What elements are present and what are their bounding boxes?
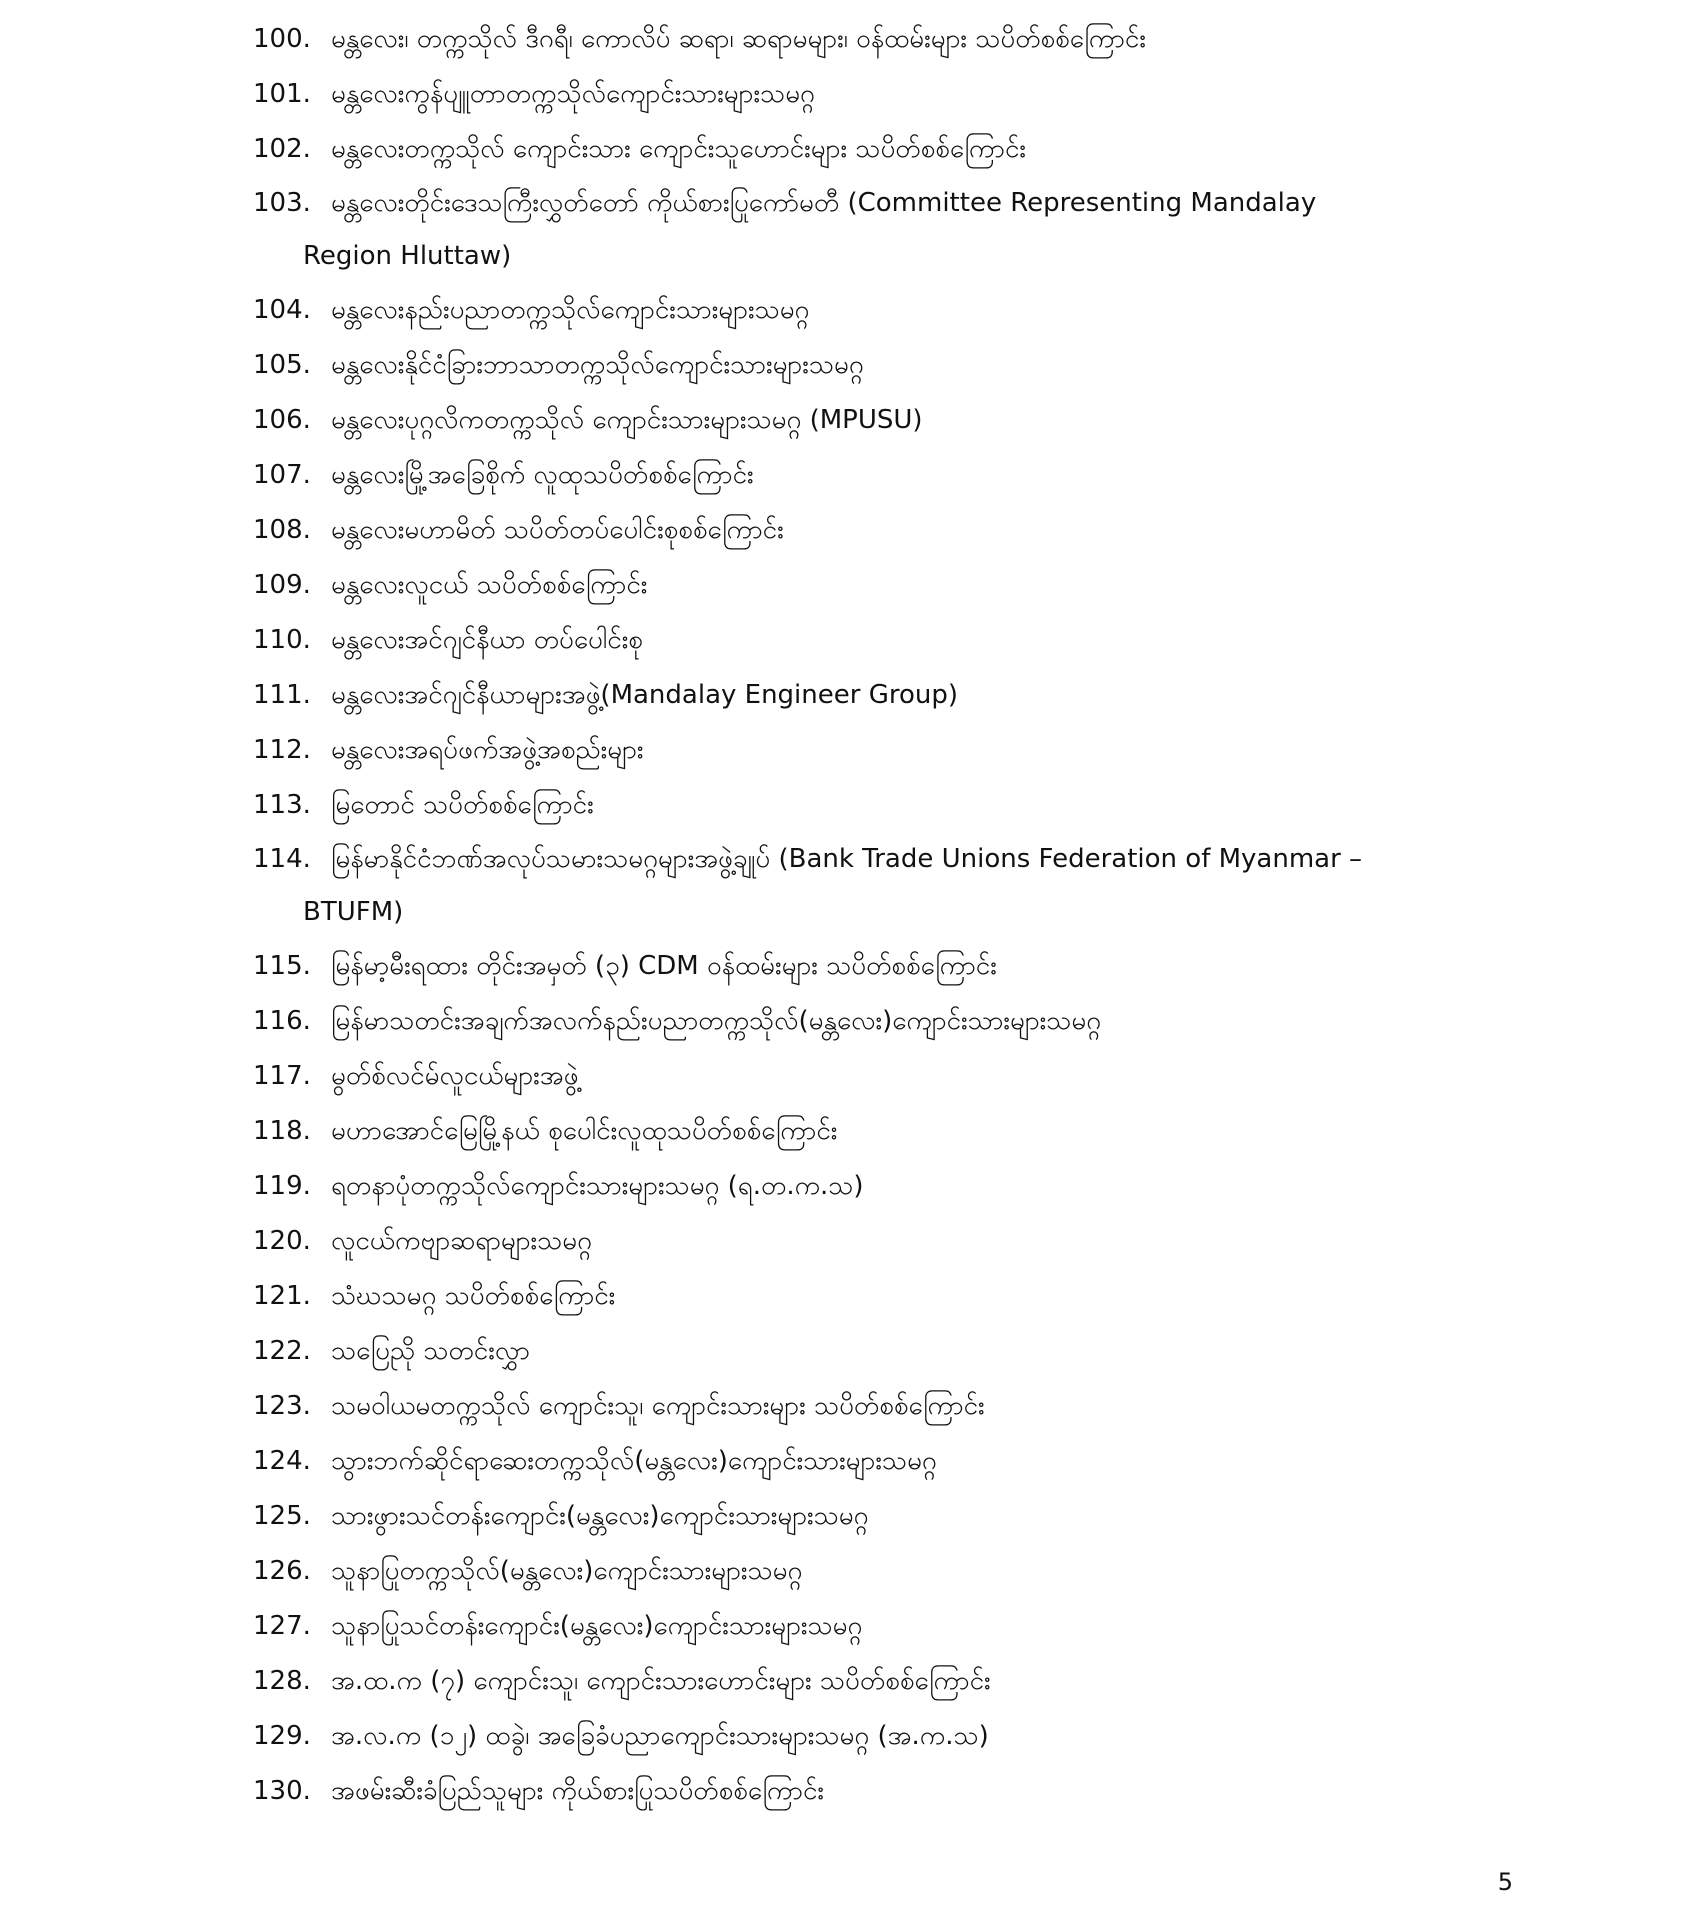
list-item [253, 1379, 1511, 1434]
item-number: 121. [253, 1281, 311, 1311]
item-text: အ.ထ.က (၇) ကျောင်းသူ၊ ကျောင်းသားဟောင်းများ သပိတ်စစ်ကြောင်း [331, 1666, 991, 1696]
item-number: 123. [253, 1391, 311, 1421]
list-item [253, 448, 1511, 503]
item-text: လူငယ်ကဗျာဆရာများသမဂ္ဂ [331, 1226, 592, 1256]
list-item [253, 177, 1511, 283]
list-item [253, 393, 1511, 448]
item-text: သမဝါယမတက္ကသိုလ် ကျောင်းသူ၊ ကျောင်းသားများ သပိတ်စစ်ကြောင်း [331, 1391, 985, 1421]
list-item [253, 338, 1511, 393]
item-number: 127. [253, 1611, 311, 1641]
list-item [253, 1434, 1511, 1489]
item-number: 107. [253, 460, 311, 490]
list-item [253, 1324, 1511, 1379]
item-number: 125. [253, 1501, 311, 1531]
item-text: မြန်မာသတင်းအချက်အလက်နည်းပညာတက္ကသိုလ်(မန္တလေး)ကျောင်းသားများသမဂ္ဂ [331, 1006, 1102, 1036]
list-item [253, 1764, 1511, 1819]
item-number: 124. [253, 1446, 311, 1476]
list-item [253, 668, 1511, 723]
item-number: 101. [253, 79, 311, 109]
item-text: သူနာပြုတက္ကသိုလ်(မန္တလေး)ကျောင်းသားများသမဂ္ဂ [331, 1556, 803, 1586]
list-item [253, 1269, 1511, 1324]
item-number: 120. [253, 1226, 311, 1256]
item-number: 111. [253, 680, 311, 710]
numbered-list [253, 12, 1511, 1819]
list-item [253, 12, 1511, 67]
list-item [253, 994, 1511, 1049]
item-number: 113. [253, 790, 311, 820]
list-item [253, 558, 1511, 613]
item-number: 130. [253, 1776, 311, 1806]
item-number: 100. [253, 24, 311, 54]
item-number: 116. [253, 1006, 311, 1036]
item-number: 117. [253, 1061, 311, 1091]
list-item [253, 1599, 1511, 1654]
item-number: 126. [253, 1556, 311, 1586]
item-text: သူနာပြုသင်တန်းကျောင်း(မန္တလေး)ကျောင်းသားများသမဂ္ဂ [331, 1611, 863, 1641]
item-number: 119. [253, 1171, 311, 1201]
item-text: မန္တလေးမဟာမိတ် သပိတ်တပ်ပေါင်းစုစစ်ကြောင်း [331, 515, 784, 545]
list-item [253, 503, 1511, 558]
item-text-continuation: Region Hluttaw) [303, 241, 512, 271]
item-text: မန္တလေးနည်းပညာတက္ကသိုလ်ကျောင်းသားများသမဂ္ဂ [331, 295, 810, 325]
list-item [253, 1489, 1511, 1544]
item-text: မန္တလေး၊ တက္ကသိုလ် ဒီဂရီ၊ ကောလိပ် ဆရာ၊ ဆရာမများ၊ ဝန်ထမ်းများ သပိတ်စစ်ကြောင်း [331, 24, 1146, 54]
item-number: 112. [253, 735, 311, 765]
item-text: မန္တလေးလူငယ် သပိတ်စစ်ကြောင်း [331, 570, 648, 600]
item-number: 128. [253, 1666, 311, 1696]
item-number: 114. [253, 844, 311, 874]
item-text: သွားဘက်ဆိုင်ရာဆေးတက္ကသိုလ်(မန္တလေး)ကျောင်းသားများသမဂ္ဂ [331, 1446, 937, 1476]
item-text: မန္တလေးအင်ဂျင်နီယာ တပ်ပေါင်းစု [331, 625, 643, 655]
item-text: သားဖွားသင်တန်းကျောင်း(မန္တလေး)ကျောင်းသားများသမဂ္ဂ [331, 1501, 869, 1531]
item-text: မန္တလေးပုဂ္ဂလိကတက္ကသိုလ် ကျောင်းသားများသမဂ္ဂ (MPUSU) [331, 405, 923, 435]
item-number: 104. [253, 295, 311, 325]
item-text: မန္တလေးအရပ်ဖက်အဖွဲ့အစည်းများ [331, 735, 644, 765]
item-number: 103. [253, 188, 311, 218]
item-text: အဖမ်းဆီးခံပြည်သူများ ကိုယ်စားပြုသပိတ်စစ်ကြောင်း [331, 1776, 824, 1806]
item-text: မန္တလေးအင်ဂျင်နီယာများအဖွဲ့(Mandalay Engineer Group) [331, 680, 959, 710]
page-number: 5 [1497, 1868, 1513, 1896]
item-text: မွတ်စ်လင်မ်လူငယ်များအဖွဲ့ [331, 1061, 579, 1091]
item-number: 106. [253, 405, 311, 435]
item-number: 108. [253, 515, 311, 545]
list-item [253, 122, 1511, 177]
item-text-continuation: BTUFM) [303, 897, 404, 927]
item-number: 122. [253, 1336, 311, 1366]
item-text: မန္တလေးနိုင်ငံခြားဘာသာတက္ကသိုလ်ကျောင်းသားများသမဂ္ဂ [331, 350, 864, 380]
list-item [253, 939, 1511, 994]
item-text: မန္တလေးမြို့အခြေစိုက် လူထုသပိတ်စစ်ကြောင်း [331, 460, 754, 490]
list-item [253, 1654, 1511, 1709]
item-number: 105. [253, 350, 311, 380]
item-text: မြတောင် သပိတ်စစ်ကြောင်း [331, 790, 594, 820]
item-text: မန္တလေးကွန်ပျူတာတက္ကသိုလ်ကျောင်းသားများသမဂ္ဂ [331, 79, 815, 109]
item-number: 129. [253, 1721, 311, 1751]
item-text: မြန်မာနိုင်ငံဘဏ်အလုပ်သမားသမဂ္ဂများအဖွဲ့ချုပ် (Bank Trade Unions Federation of Myanmar – [331, 844, 1363, 874]
list-item [253, 1709, 1511, 1764]
list-item [253, 778, 1511, 833]
item-text: သံဃသမဂ္ဂ သပိတ်စစ်ကြောင်း [331, 1281, 616, 1311]
list-item [253, 1214, 1511, 1269]
list-item [253, 613, 1511, 668]
list-item [253, 1159, 1511, 1214]
list-item [253, 1544, 1511, 1599]
list-item [253, 833, 1511, 939]
item-number: 118. [253, 1116, 311, 1146]
item-text: သပြေညို သတင်းလွှာ [331, 1336, 530, 1366]
item-number: 109. [253, 570, 311, 600]
item-number: 102. [253, 134, 311, 164]
item-text: အ.လ.က (၁၂) ထခွဲ၊ အခြေခံပညာကျောင်းသားများသမဂ္ဂ (အ.က.သ) [331, 1721, 989, 1751]
item-text: ရတနာပုံတက္ကသိုလ်ကျောင်းသားများသမဂ္ဂ (ရ.တ.က.သ) [331, 1171, 864, 1201]
list-item [253, 283, 1511, 338]
list-item [253, 1104, 1511, 1159]
item-text: မဟာအောင်မြေမြို့နယ် စုပေါင်းလူထုသပိတ်စစ်ကြောင်း [331, 1116, 838, 1146]
item-text: မြန်မာ့မီးရထား တိုင်းအမှတ် (၃) CDM ဝန်ထမ်းများ သပိတ်စစ်ကြောင်း [331, 951, 997, 981]
list-item [253, 1049, 1511, 1104]
item-number: 110. [253, 625, 311, 655]
list-item [253, 67, 1511, 122]
list-item [253, 723, 1511, 778]
item-text: မန္တလေးတိုင်းဒေသကြီးလွှတ်တော် ကိုယ်စားပြုကော်မတီ (Committee Representing Mandalay [331, 188, 1317, 218]
item-text: မန္တလေးတက္ကသိုလ် ကျောင်းသား ကျောင်းသူဟောင်းများ သပိတ်စစ်ကြောင်း [331, 134, 1026, 164]
item-number: 115. [253, 951, 311, 981]
